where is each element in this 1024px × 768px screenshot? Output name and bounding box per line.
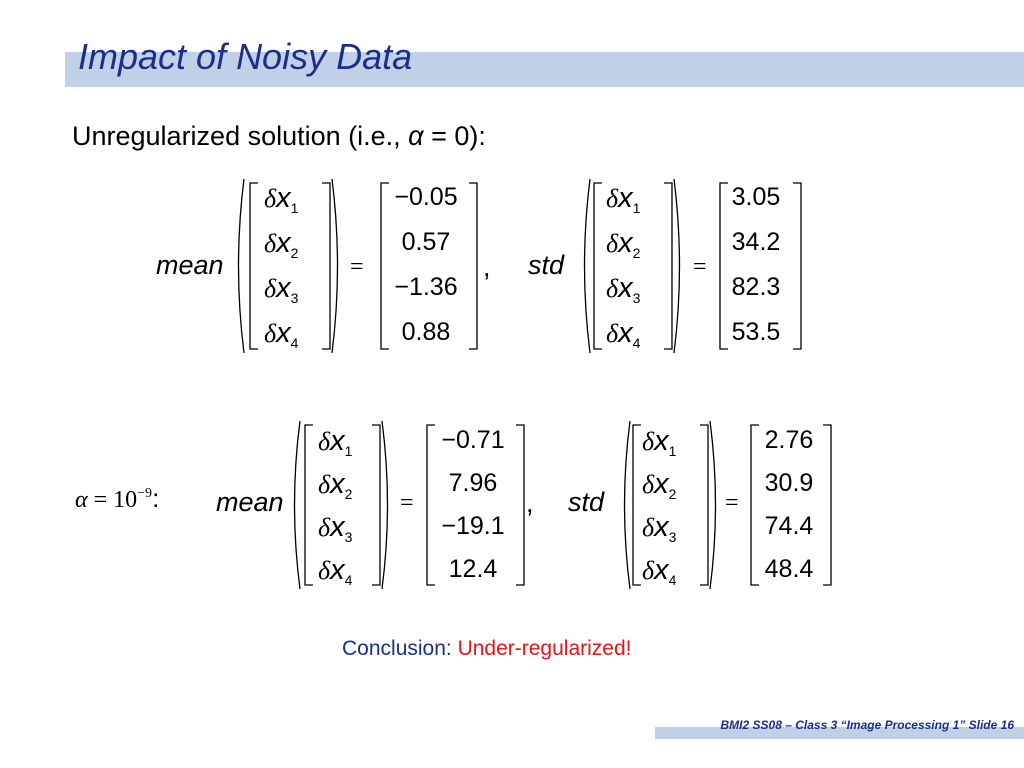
comma-separator: , [483, 252, 491, 282]
subscript-index: 2 [344, 486, 353, 502]
mean-value-cell: −0.71 [441, 426, 505, 454]
alpha-symbol: α [75, 487, 88, 513]
std-value-cell: 30.9 [764, 469, 814, 497]
std-var-cell [606, 227, 640, 261]
delta-symbol: δ [264, 229, 277, 258]
std-value-cell: 3.05 [731, 183, 781, 211]
x-symbol: x [276, 272, 291, 304]
delta-symbol: δ [318, 470, 331, 499]
delta-symbol: δ [318, 556, 331, 585]
std-var-cell [642, 425, 676, 459]
mean-value-bracket-right [468, 182, 478, 355]
delta-symbol: δ [264, 274, 277, 303]
delta-symbol: δ [264, 319, 277, 348]
x-symbol: x [276, 227, 291, 259]
std-value-cell: 74.4 [764, 512, 814, 540]
subtitle-alpha: α [408, 121, 424, 151]
subscript-index: 4 [344, 572, 353, 588]
std-var-bracket-left [632, 424, 642, 591]
delta-symbol: δ [606, 184, 619, 213]
mean-value-cell: 0.57 [401, 228, 451, 256]
delta-symbol: δ [642, 427, 655, 456]
alpha-exponent: −9 [137, 486, 153, 501]
delta-symbol: δ [606, 274, 619, 303]
x-symbol: x [654, 468, 669, 500]
mean-value-cell: −0.05 [394, 183, 458, 211]
subscript-index: 1 [290, 200, 299, 216]
std-value-cell: 34.2 [731, 228, 781, 256]
mean-paren-right [380, 420, 394, 590]
mean-var-cell [318, 425, 352, 459]
x-symbol: x [330, 468, 345, 500]
delta-symbol: δ [264, 184, 277, 213]
mean-function-label: mean [216, 487, 284, 517]
x-symbol: x [654, 554, 669, 586]
conclusion-value: Under-regularized! [457, 637, 632, 660]
x-symbol: x [276, 317, 291, 349]
std-function-label: std [568, 487, 605, 517]
mean-value-cell: 0.88 [401, 318, 451, 346]
std-value-cell: 2.76 [764, 426, 814, 454]
subscript-index: 3 [344, 529, 353, 545]
delta-symbol: δ [606, 319, 619, 348]
slide-footer: BMI2 SS08 – Class 3 “Image Processing 1” Slide 16 [720, 718, 1014, 732]
x-symbol: x [654, 425, 669, 457]
conclusion-label: Conclusion: [342, 637, 458, 660]
std-var-cell [606, 182, 640, 216]
alpha-base: 10 [113, 487, 138, 513]
subscript-index: 4 [668, 572, 677, 588]
delta-symbol: δ [318, 513, 331, 542]
delta-symbol: δ [642, 513, 655, 542]
x-symbol: x [618, 227, 633, 259]
delta-symbol: δ [642, 470, 655, 499]
x-symbol: x [330, 425, 345, 457]
std-var-cell [642, 511, 676, 545]
subtitle-prefix: Unregularized solution (i.e., [72, 121, 409, 151]
x-symbol: x [618, 182, 633, 214]
x-symbol: x [654, 511, 669, 543]
mean-var-cell [264, 182, 298, 216]
std-var-cell [642, 468, 676, 502]
mean-value-bracket-right [515, 424, 525, 591]
subscript-index: 2 [632, 245, 641, 261]
subscript-index: 4 [632, 335, 641, 351]
x-symbol: x [618, 317, 633, 349]
mean-paren-right [330, 178, 344, 354]
mean-var-cell [318, 468, 352, 502]
x-symbol: x [330, 511, 345, 543]
mean-paren-left [288, 420, 302, 590]
subscript-index: 1 [668, 443, 677, 459]
alpha-equals: = [93, 487, 108, 513]
std-paren-left [618, 420, 632, 590]
alpha-condition [75, 483, 159, 514]
std-paren-right [708, 420, 722, 590]
mean-equals-sign: = [350, 254, 364, 280]
mean-var-cell [264, 227, 298, 261]
subscript-index: 2 [290, 245, 299, 261]
std-value-cell: 48.4 [764, 555, 814, 583]
mean-value-cell: 12.4 [448, 555, 498, 583]
mean-var-cell [264, 272, 298, 306]
subtitle-suffix: = 0): [423, 121, 486, 151]
x-symbol: x [276, 182, 291, 214]
std-value-cell: 53.5 [731, 318, 781, 346]
std-value-bracket-right [792, 182, 802, 355]
mean-paren-left [232, 178, 246, 354]
delta-symbol: δ [318, 427, 331, 456]
delta-symbol: δ [642, 556, 655, 585]
mean-var-cell [264, 317, 298, 351]
std-var-cell [642, 554, 676, 588]
x-symbol: x [330, 554, 345, 586]
mean-value-cell: 7.96 [448, 469, 498, 497]
mean-equals-sign: = [400, 490, 414, 516]
mean-var-cell [318, 554, 352, 588]
mean-value-cell: −19.1 [441, 512, 505, 540]
slide-title: Impact of Noisy Data [78, 36, 413, 77]
mean-var-bracket-left [304, 424, 314, 591]
x-symbol: x [618, 272, 633, 304]
mean-function-label: mean [156, 250, 224, 280]
comma-separator: , [526, 488, 534, 518]
delta-symbol: δ [606, 229, 619, 258]
std-paren-left [578, 178, 592, 354]
subscript-index: 3 [668, 529, 677, 545]
subscript-index: 3 [632, 290, 641, 306]
std-equals-sign: = [693, 254, 707, 280]
subtitle [72, 121, 486, 152]
std-var-cell [606, 317, 640, 351]
std-var-cell [606, 272, 640, 306]
mean-var-cell [318, 511, 352, 545]
std-var-bracket-left [593, 182, 603, 355]
subscript-index: 4 [290, 335, 299, 351]
std-value-cell: 82.3 [731, 273, 781, 301]
mean-var-bracket-left [249, 182, 259, 355]
alpha-colon: : [152, 483, 160, 513]
std-function-label: std [528, 250, 565, 280]
std-paren-right [672, 178, 686, 354]
subscript-index: 1 [344, 443, 353, 459]
conclusion [342, 637, 631, 661]
subscript-index: 2 [668, 486, 677, 502]
subscript-index: 1 [632, 200, 641, 216]
std-value-bracket-right [822, 424, 832, 591]
mean-value-cell: −1.36 [394, 273, 458, 301]
std-equals-sign: = [725, 490, 739, 516]
subscript-index: 3 [290, 290, 299, 306]
